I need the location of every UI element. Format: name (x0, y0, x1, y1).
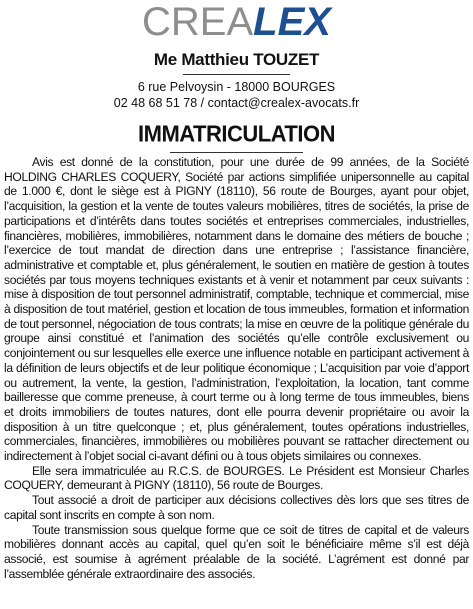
crealex-logo (0, 2, 473, 42)
lawyer-contact: 02 48 68 51 78 / contact@crealex-avocats.fr (113, 96, 360, 110)
header-divider (183, 74, 290, 75)
notice-title: IMMATRICULATION (138, 120, 335, 147)
logo-part-lex: LEX (253, 0, 331, 44)
title-divider (170, 152, 303, 153)
paragraph-object: Avis est donné de la constitution, pour une durée de 99 années, de la Société HOLDING CHARLES COQUERY, Société par actions simplifiée unipersonnelle au capital de 1.000 €, dont le siège est à PIGNY (18110), 56 route de Bourges, ayant pour objet, l’acquisition, la gestion et la vente de toutes valeurs mobilières, titres de sociétés, la prise de participations et d’intérêts dans toutes sociétés et entreprises commerciales, industrielles, financières, mobilières, immobilières, notamment dans le domaine des métiers de bouche ; l’exercice de tout mandat de direction dans une entreprise ; l’assistance financière, administrative et comptable et, plus généralement, le soutien en matière de gestion à toutes sociétés par tous moyens techniques existants et à venir et notamment par ceux suivants : mise à disposition de tout personnel administratif, comptable, technique et commercial, mise à disposition de tout matériel, gestion et location de tous immeubles, formation et information de tout personnel, négociation de tous contrats; la mise en œuvre de la politique générale du groupe ainsi constitué et l’animation des sociétés qu’elle contrôle exclusivement ou conjointement ou sur lesquelles elle exerce une influence notable en participant activement à la définition de leurs objectifs et de leur politique économique ; L’acquisition par voie d’apport ou autrement, la vente, la gestion, l’administration, l’exploitation, la location, tant comme bailleresse que comme preneuse, à court terme ou à long terme de tous immeubles, biens et droits immobiliers de toutes natures, dont elle pourra devenir propriétaire ou avoir la disposition à un titre quelconque ; et, plus généralement, toutes opérations industrielles, commerciales, financières, immobilières ou mobilières pouvant se rattacher directement ou indirectement à l’objet social ci-avant défini ou à tous objets similaires ou connexes. (4, 155, 469, 464)
paragraph-registration: Elle sera immatriculée au R.C.S. de BOURGES. Le Président est Monsieur Charles COQUERY, demeurant à PIGNY (18110), 56 route de Bourges. (4, 463, 469, 493)
paragraph-voting: Tout associé a droit de participer aux décisions collectives dès lors que ses titres de capital sont inscrits en compte à son nom. (4, 493, 469, 522)
logo-part-crea: CREA (142, 0, 254, 44)
paragraph-transfer: Toute transmission sous quelque forme que ce soit de titres de capital et de valeurs mobilières donnant accès au capital, quel qu’en soit le bénéficiaire même s’il est déjà associé, est soumise à agrément préalable de la société. L’agrément est donné par l’assemblée générale extraordinaire des associés. (4, 522, 469, 581)
lawyer-name: Me Matthieu TOUZET (153, 50, 320, 69)
notice-body (4, 155, 469, 581)
lawyer-address: 6 rue Pelvoysin - 18000 BOURGES (137, 80, 336, 94)
